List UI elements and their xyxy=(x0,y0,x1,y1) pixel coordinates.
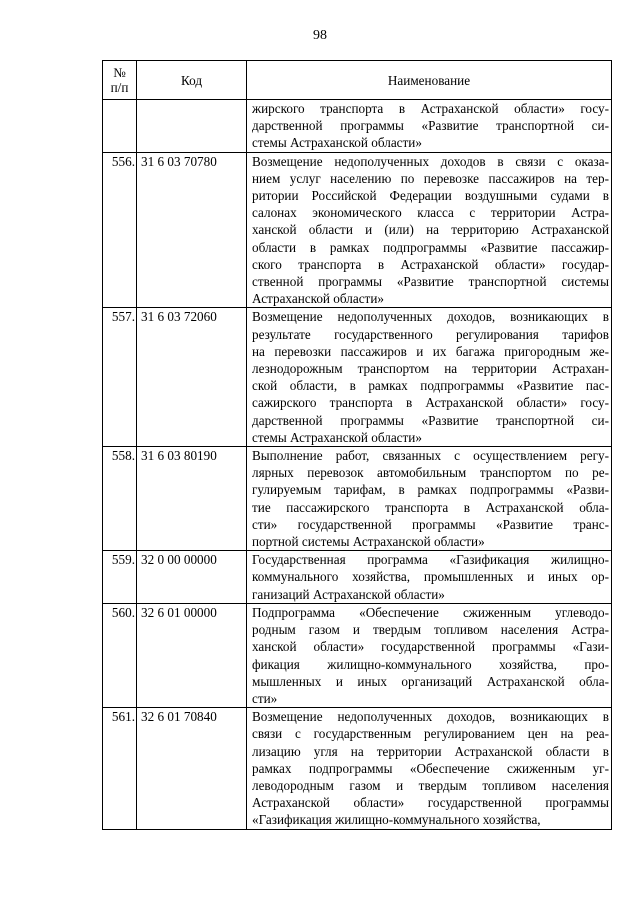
row-name-line: области в рамках подпрограммы «Развитие пассажир- xyxy=(252,239,609,255)
row-number: 559. xyxy=(103,551,137,604)
row-name-line: дарственной программы «Развитие транспортной си- xyxy=(252,412,609,428)
row-name-line: ской области, в рамках подпрограммы «Развитие пас- xyxy=(252,378,609,394)
row-name-line: Астраханской области» государственной программы xyxy=(252,795,609,811)
row-name xyxy=(247,100,612,153)
header-code-label: Код xyxy=(180,72,203,88)
row-name-line: лизацию угля на территории Астраханской области в xyxy=(252,743,609,759)
row-name-line: Возмещение недополученных доходов в связи с оказа- xyxy=(252,153,609,169)
row-name-line: лярных перевозок автомобильным транспортом по ре- xyxy=(252,465,609,481)
row-name-line: нием услуг населению по перевозке пассажиров на тер- xyxy=(252,170,609,186)
row-name-line: Подпрограмма «Обеспечение сжиженным углеводо- xyxy=(252,604,609,620)
header-code xyxy=(137,61,247,100)
row-name-line: на перевозки пассажиров и их багажа пригородным же- xyxy=(252,343,609,359)
table-row xyxy=(103,100,612,153)
row-name xyxy=(247,603,612,707)
row-name-line: леводородным газом и твердым топливом населения xyxy=(252,777,609,793)
row-name xyxy=(247,551,612,604)
row-name-line: мышленных и иных организаций Астраханской обла- xyxy=(252,673,609,689)
row-name-line: Возмещение недополученных доходов, возникающих в xyxy=(252,709,609,725)
row-name-line: стемы Астраханской области» xyxy=(252,429,422,445)
row-number: 557. xyxy=(103,308,137,447)
row-code: 32 6 01 70840 xyxy=(137,708,247,829)
row-number xyxy=(103,100,137,153)
row-name-line: ханской области и (или) на территорию Астраханской xyxy=(252,222,609,238)
budget-code-table xyxy=(102,60,612,830)
row-number: 560. xyxy=(103,603,137,707)
row-name-line: коммунального хозяйства, промышленных и иных ор- xyxy=(252,569,609,585)
row-name-line: результате государственного регулирования тарифов xyxy=(252,326,609,342)
row-name-line: стемы Астраханской области» xyxy=(252,135,422,151)
row-name xyxy=(247,447,612,551)
row-name-line: Государственная программа «Газификация жилищно- xyxy=(252,552,609,568)
row-number: 558. xyxy=(103,447,137,551)
row-name-line: лезнодорожным транспортом на территории Астрахан- xyxy=(252,361,609,377)
row-number: 561. xyxy=(103,708,137,829)
row-name xyxy=(247,152,612,308)
row-name-line: жирского транспорта в Астраханской области» госу- xyxy=(252,101,609,116)
table-row xyxy=(103,708,612,829)
row-name-line: дарственной программы «Развитие транспортной си- xyxy=(252,118,609,134)
row-name-line: тие пассажирского транспорта в Астраханской обла- xyxy=(252,499,609,515)
row-code: 31 6 03 72060 xyxy=(137,308,247,447)
row-name-line: портной системы Астраханской области» xyxy=(252,534,485,550)
row-name-line: Выполнение работ, связанных с осуществлением регу- xyxy=(252,448,609,464)
row-code: 32 6 01 00000 xyxy=(137,603,247,707)
row-code: 31 6 03 80190 xyxy=(137,447,247,551)
row-name-line: ского транспорта в Астраханской области» государ- xyxy=(252,256,609,272)
row-name-line: сти» государственной программы «Развитие транс- xyxy=(252,516,609,532)
row-name-line: ритории Российской Федерации воздушными судами в xyxy=(252,188,609,204)
row-name-line: ганизаций Астраханской области» xyxy=(252,586,445,602)
row-number: 556. xyxy=(103,152,137,308)
row-name-line: связи с государственным регулированием цен на реа- xyxy=(252,726,609,742)
row-name-line: сажирского транспорта в Астраханской области» госу- xyxy=(252,395,609,411)
table-row xyxy=(103,308,612,447)
row-code xyxy=(137,100,247,153)
page-number: 98 xyxy=(313,28,327,43)
row-code: 32 0 00 00000 xyxy=(137,551,247,604)
header-name xyxy=(247,61,612,100)
row-name-line: Астраханской области» xyxy=(252,291,384,307)
row-name-line: ханской области» государственной программы «Гази- xyxy=(252,639,609,655)
row-name-line: «Газификация жилищно-коммунального хозяйства, xyxy=(252,812,541,828)
row-name-line: салонах экономического класса с территории Астра- xyxy=(252,205,609,221)
row-name-line: ственной программы «Развитие транспортной системы xyxy=(252,274,609,290)
row-name-line: Возмещение недополученных доходов, возникающих в xyxy=(252,309,609,325)
row-name-line: сти» xyxy=(252,690,278,706)
row-name xyxy=(247,708,612,829)
table-row xyxy=(103,152,612,308)
table-row xyxy=(103,551,612,604)
header-number-label: № п/п xyxy=(110,65,129,95)
row-name xyxy=(247,308,612,447)
row-name-line: родным газом и твердым топливом населения Астра- xyxy=(252,622,609,638)
table-header-row xyxy=(103,61,612,100)
header-name-label: Наименование xyxy=(387,72,471,88)
row-name-line: гулируемым тарифам, в рамках подпрограммы «Разви- xyxy=(252,482,609,498)
row-name-line: фикация жилищно-коммунального хозяйства, про- xyxy=(252,656,609,672)
table-row xyxy=(103,603,612,707)
row-name-line: рамках подпрограммы «Обеспечение сжиженным уг- xyxy=(252,760,609,776)
table-row xyxy=(103,447,612,551)
header-number xyxy=(103,61,137,100)
row-code: 31 6 03 70780 xyxy=(137,152,247,308)
